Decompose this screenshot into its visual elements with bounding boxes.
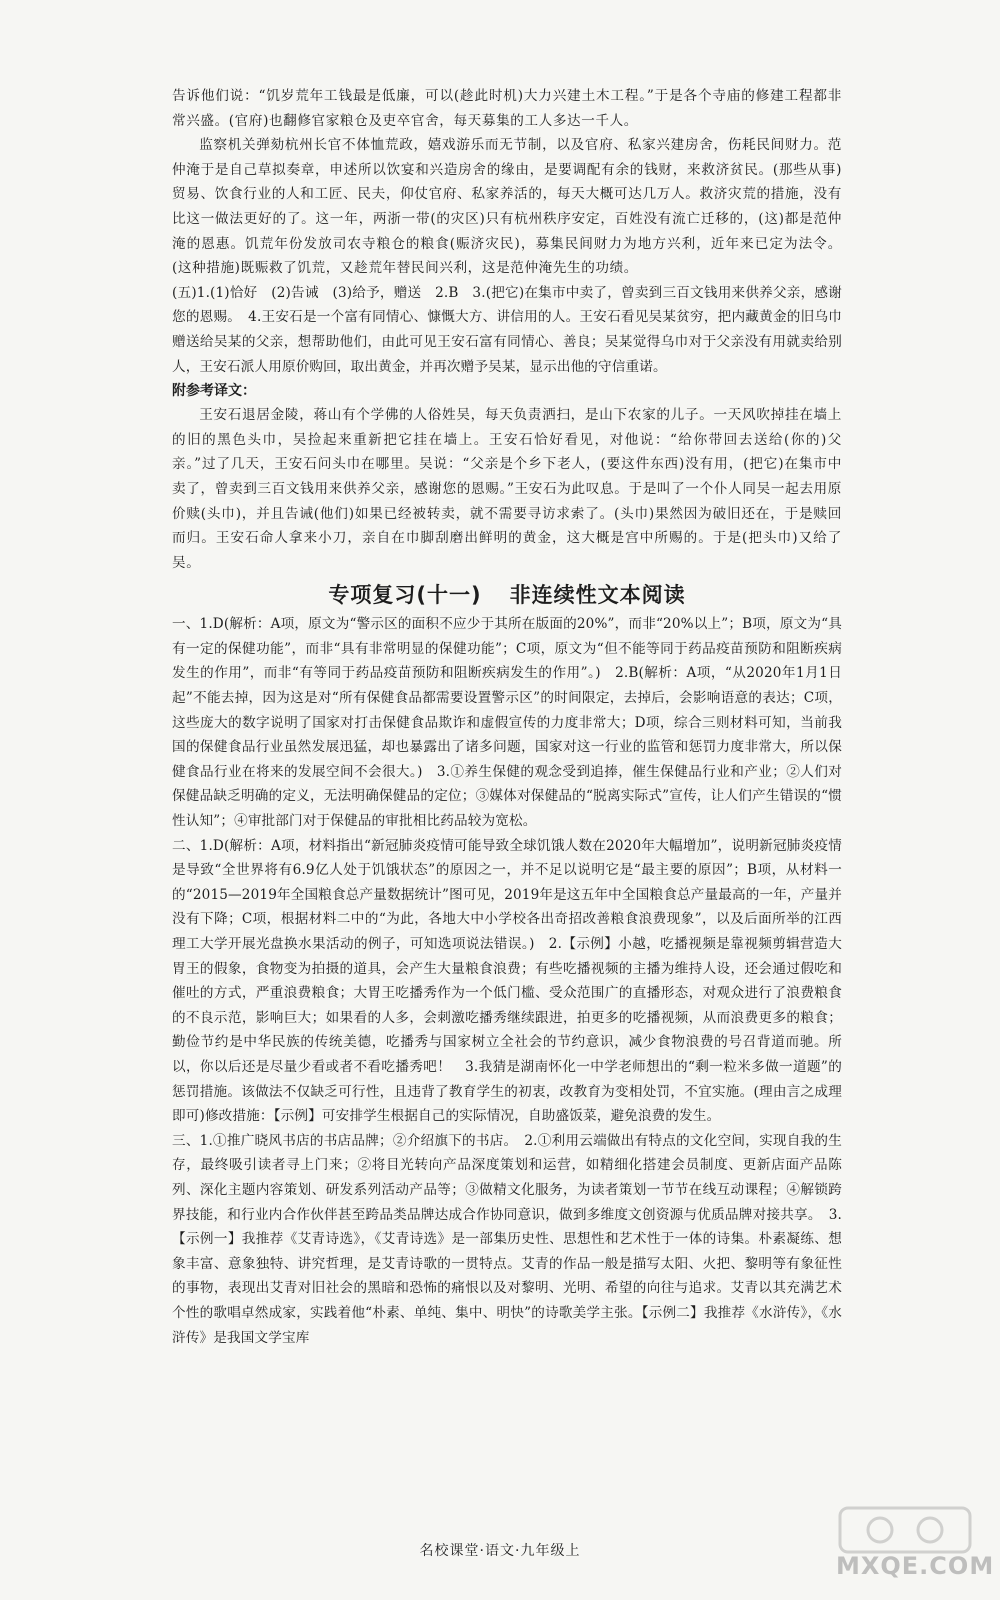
page-content (172, 84, 842, 1350)
section-title (172, 578, 842, 612)
page-footer: 名校课堂·语文·九年级上 (419, 1543, 581, 1559)
section-title-number: 专项复习(十一) (328, 583, 482, 608)
reference-translation-text: 王安石退居金陵，蒋山有个学佛的人俗姓吴，每天负责洒扫，是山下农家的儿子。一天风吹掉挂在墙上的旧的黑色头巾，吴捡起来重新把它挂在墙上。王安石恰好看见，对他说：“给你带回去送给(你的)父亲。”过了几天，王安石问头巾在哪里。吴说：“父亲是个乡下老人，(要这件东西)没有用，(把它)在集市中卖了，曾卖到三百文钱用来供养父亲，感谢您的恩赐。”王安石为此叹息。于是叫了一个仆人同吴一起去用原价赎(头巾)，并且告诫(他们)如果已经被转卖，就不需要寻访求索了。(头巾)果然因为破旧还在，于是赎回而归。王安石命人拿来小刀，亲自在巾脚刮磨出鲜明的黄金，这大概是宫中所赐的。于是(把头巾)又给了吴。 (172, 407, 842, 571)
answer-part-2: 二、1.D(解析：A项，材料指出“新冠肺炎疫情可能导致全球饥饿人数在2020年大幅增加”，说明新冠肺炎疫情是导致“全世界将有6.9亿人处于饥饿状态”的原因之一，并不足以说明它是“最主要的原因”；B项，从材料一的“2015—2019年全国粮食总产量数据统计”图可见，2019年是这五年中全国粮食总产量最高的一年，产量并没有下降；C项，根据材料二中的“为此，各地大中小学校各出奇招改善粮食浪费现象”，以及后面所举的江西理工大学开展光盘换水果活动的例子，可知选项说法错误。) 2.【示例】小越，吃播视频是靠视频剪辑营造大胃王的假象，食物变为拍摄的道具，会产生大量粮食浪费；有些吃播视频的主播为维持人设，还会通过假吃和催吐的方式，严重浪费粮食；大胃王吃播秀作为一个低门槛、受众范围广的直播形态，对观众进行了浪费粮食的不良示范，影响巨大；如果看的人多，会刺激吃播秀继续跟进，拍更多的吃播视频，从而浪费更多的粮食；勤俭节约是中华民族的传统美德，吃播秀与国家树立全社会的节约意识，减少食物浪费的号召背道而驰。所以，你以后还是尽量少看或者不看吃播秀吧！ 3.我猜是湖南怀化一中学老师想出的“剩一粒米多做一道题”的惩罚措施。该做法不仅缺乏可行性，且违背了教育学生的初衷，改教育为变相处罚，不宜实施。(理由言之成理即可)修改措施：【示例】可安排学生根据自己的实际情况，自助盛饭菜，避免浪费的发生。 (172, 837, 842, 1125)
answer-section-5: (五)1.(1)恰好 (2)告诫 (3)给予，赠送 2.B 3.(把它)在集市中卖了，曾卖到三百文钱用来供养父亲，感谢您的恩赐。 4.王安石是一个富有同情心、慷慨大方、讲信用的人。王安石看见吴某贫穷，把内藏黄金的旧乌巾赠送给吴某的父亲，想帮助他们，由此可见王安石富有同情心、善良；吴某觉得乌巾对于父亲没有用就卖给别人，王安石派人用原价购回，取出黄金，并再次赠予吴某，显示出他的守信重诺。 (172, 284, 842, 375)
watermark-text: MXQE.COM (836, 1552, 995, 1580)
answer-part-1: 一、1.D(解析：A项，原文为“警示区的面积不应少于其所在版面的20%”，而非“20%以上”；B项，原文为“具有一定的保健功能”，而非“具有非常明显的保健功能”；C项，原文为“但不能等同于药品疫苗预防和阻断疾病发生的作用”，而非“有等同于药品疫苗预防和阻断疾病发生的作用”。) 2.B(解析：A项，“从2020年1月1日起”不能去掉，因为这是对“所有保健食品都需要设置警示区”的时间限定，去掉后，会影响语意的表达；C项，这些庞大的数字说明了国家对打击保健食品欺诈和虚假宣传的力度非常大；D项，综合三则材料可知，当前我国的保健食品行业虽然发展迅猛，却也暴露出了诸多问题，国家对这一行业的监管和惩罚力度非常大，所以保健食品行业在将来的发展空间不会很大。) 3.①养生保健的观念受到追捧，催生保健品行业和产业；②人们对保健品缺乏明确的定义，无法明确保健品的定位；③媒体对保健品的“脱离实际式”宣传，让人们产生错误的“惯性认知”；④审批部门对于保健品的审批相比药品较为宽松。 (172, 616, 842, 830)
translation-paragraph: 监察机关弹劾杭州长官不体恤荒政，嬉戏游乐而无节制，以及官府、私家兴建房舍，伤耗民间财力。范仲淹于是自己草拟奏章，申述所以饮宴和兴造房舍的缘由，是要调配有余的钱财，来救济贫民。(那些从事)贸易、饮食行业的人和工匠、民夫，仰仗官府、私家养活的，每天大概可达几万人。救济灾荒的措施，没有比这一做法更好的了。这一年，两浙一带(的灾区)只有杭州秩序安定，百姓没有流亡迁移的，(这)都是范仲淹的恩惠。饥荒年份发放司农寺粮仓的粮食(赈济灾民)，募集民间财力为地方兴利，近年来已定为法令。(这种措施)既赈救了饥荒，又趁荒年替民间兴利，这是范仲淹先生的功绩。 (172, 137, 842, 277)
answer-part-3: 三、1.①推广晓风书店的书店品牌；②介绍旗下的书店。 2.①利用云端做出有特点的文化空间，实现自我的生存，最终吸引读者寻上门来；②将目光转向产品深度策划和运营，如精细化搭建会员制度、更新店面产品陈列、深化主题内容策划、研发系列活动产品等；③做精文化服务，为读者策划一节节在线互动课程；④解锁跨界技能，和行业内合作伙伴甚至跨品类品牌达成合作协同意识，做到多维度文创资源与优质品牌对接共享。 3.【示例一】我推荐《艾青诗选》，《艾青诗选》是一部集历史性、思想性和艺术性于一体的诗集。朴素凝练、想象丰富、意象独特、讲究哲理，是艾青诗歌的一贯特点。艾青的作品一般是描写太阳、火把、黎明等有象征性的事物，表现出艾青对旧社会的黑暗和恐怖的痛恨以及对黎明、光明、希望的向往与追求。艾青以其充满艺术个性的歌唱卓然成家，实践着他“朴素、单纯、集中、明快”的诗歌美学主张。【示例二】我推荐《水浒传》，《水浒传》是我国文学宝库 (172, 1132, 842, 1346)
reference-translation-heading: 附参考译文： (172, 383, 256, 400)
section-title-topic: 非连续性文本阅读 (509, 583, 686, 608)
translation-paragraph-continued: 告诉他们说：“饥岁荒年工钱最是低廉，可以(趁此时机)大力兴建土木工程。”于是各个寺庙的修建工程都非常兴盛。(官府)也翻修官家粮仓及吏卒官舍，每天募集的工人多达一千人。 (172, 88, 842, 129)
